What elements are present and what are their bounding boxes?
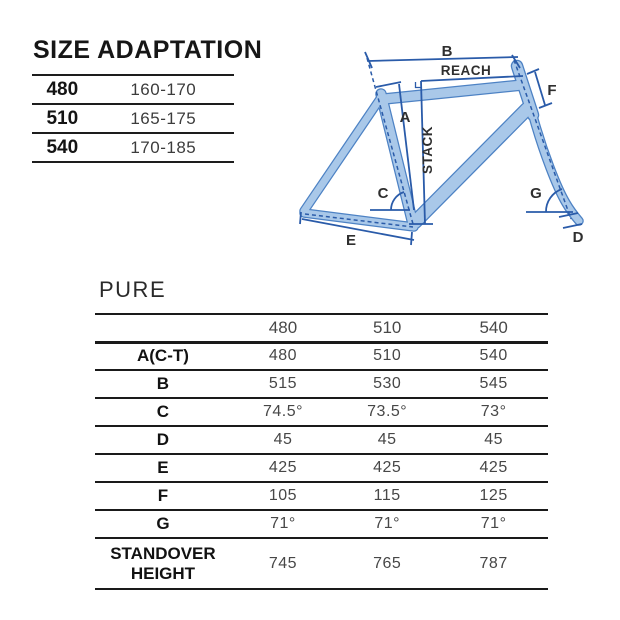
row-label: C <box>156 402 170 422</box>
label-reach: REACH <box>440 63 492 78</box>
size-row <box>32 104 234 133</box>
cell-value: 71° <box>374 515 401 532</box>
frame-size: 480 <box>46 78 79 100</box>
table-row <box>95 482 548 510</box>
frame-size: 510 <box>46 107 79 129</box>
label-f: F <box>547 82 557 99</box>
cell-value: 510 <box>373 347 402 365</box>
cell-value: 425 <box>373 459 402 476</box>
row-label: A(C-T) <box>136 346 189 366</box>
table-row <box>95 538 548 589</box>
cell-value: 74.5° <box>262 403 303 420</box>
label-stack: STACK <box>420 126 435 174</box>
row-label: E <box>157 458 169 478</box>
column-header-size: 480 <box>268 317 298 337</box>
size-adaptation-table <box>32 74 234 163</box>
row-label: F <box>157 486 169 506</box>
size-row <box>32 75 234 104</box>
table-row <box>95 342 548 370</box>
empty-header-cell <box>95 314 231 342</box>
cell-value: 73° <box>480 403 507 420</box>
cell-value: 115 <box>373 487 401 504</box>
size-row <box>32 133 234 162</box>
cell-value: 125 <box>479 487 508 504</box>
label-d: D <box>572 229 584 246</box>
column-header-size: 540 <box>479 317 508 337</box>
table-header-row <box>95 314 548 342</box>
cell-value: 105 <box>268 487 298 504</box>
cell-value: 515 <box>268 375 298 392</box>
cell-value: 425 <box>268 459 298 476</box>
label-g: G <box>530 185 542 202</box>
rider-height-range: 160-170 <box>130 79 197 99</box>
frame-geometry-diagram <box>280 18 620 268</box>
rider-height-range: 165-175 <box>130 108 197 128</box>
table-row <box>95 398 548 426</box>
cell-value: 45 <box>273 431 293 448</box>
cell-value: 540 <box>479 347 508 365</box>
cell-value: 545 <box>479 375 508 392</box>
row-label: B <box>156 374 170 394</box>
row-label: G <box>156 514 170 534</box>
column-header-size: 510 <box>372 317 402 337</box>
pure-geometry-table <box>95 313 548 590</box>
rider-height-range: 170-185 <box>130 137 197 157</box>
cell-value: 73.5° <box>367 403 408 420</box>
size-adaptation-title: SIZE ADAPTATION <box>33 36 263 64</box>
table-row <box>95 370 548 398</box>
pure-model-title: PURE <box>99 277 167 302</box>
cell-value: 71° <box>480 515 507 532</box>
cell-value: 765 <box>373 554 402 572</box>
label-a: A <box>399 109 411 126</box>
label-c: C <box>377 185 389 202</box>
frame-size: 540 <box>46 136 79 158</box>
table-row <box>95 426 548 454</box>
cell-value: 530 <box>373 375 402 392</box>
cell-value: 787 <box>479 554 508 572</box>
cell-value: 45 <box>484 431 504 448</box>
table-row <box>95 510 548 538</box>
row-label: D <box>156 430 170 450</box>
row-label: STANDOVER HEIGHT <box>110 543 216 583</box>
cell-value: 480 <box>268 347 298 365</box>
cell-value: 745 <box>268 554 298 572</box>
cell-value: 45 <box>377 431 397 448</box>
label-b: B <box>441 43 453 60</box>
cell-value: 71° <box>270 515 296 532</box>
table-row <box>95 454 548 482</box>
cell-value: 425 <box>479 459 508 476</box>
label-e: E <box>345 232 357 249</box>
